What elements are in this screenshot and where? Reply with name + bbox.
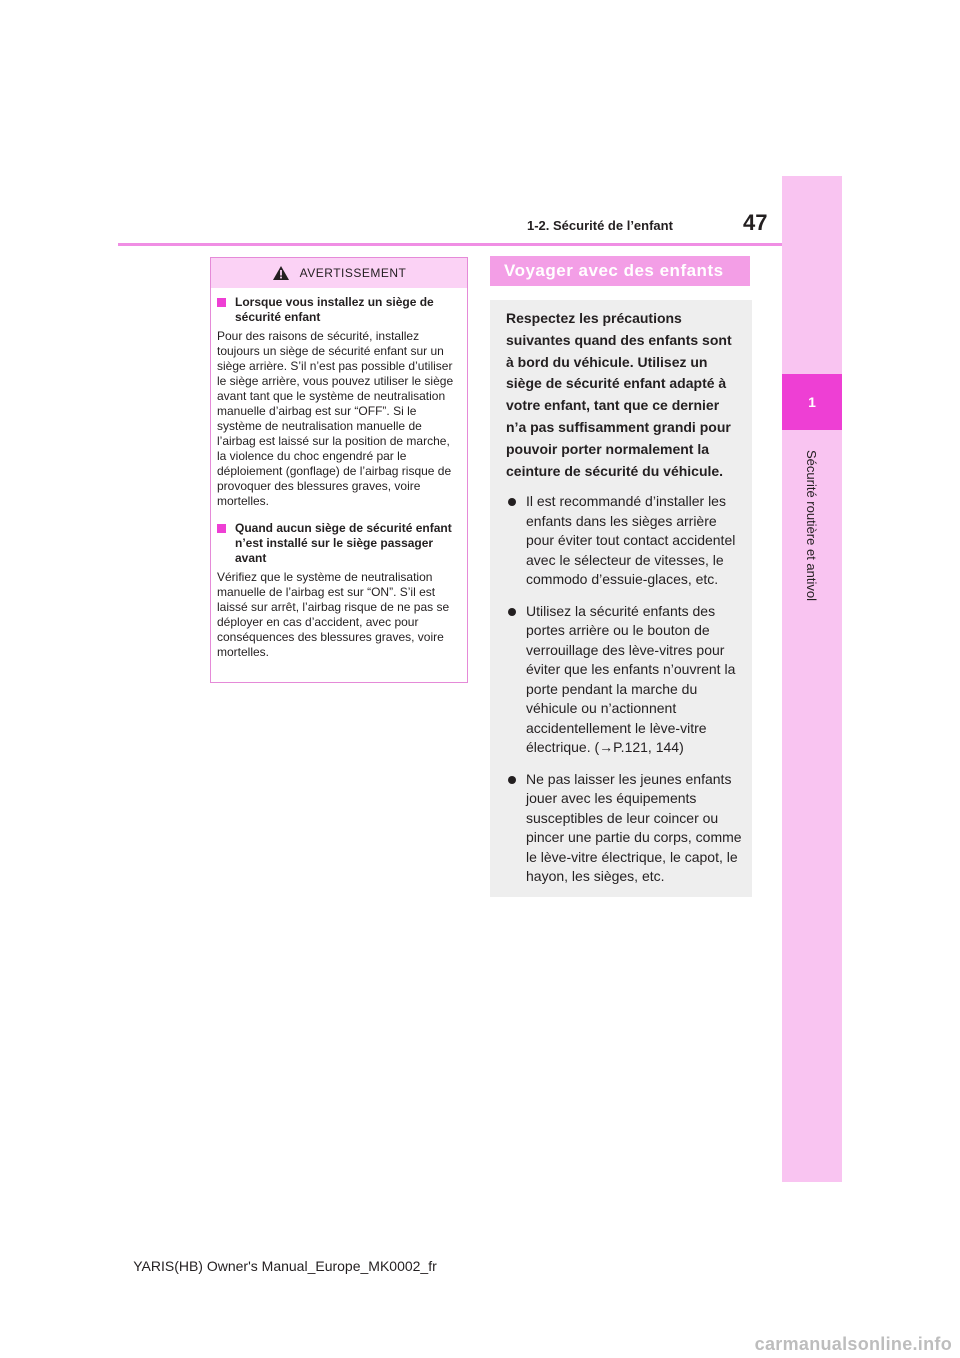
- chapter-number-tab[interactable]: 1: [782, 374, 842, 430]
- bullet-square-icon: [217, 524, 226, 533]
- chapter-title: Sécurité routière et antivol: [804, 449, 820, 601]
- warning-item-heading: Lorsque vous installez un siège de sécurité enfant: [217, 295, 461, 325]
- list-item: Utilisez la sécurité enfants des portes arrière ou le bouton de verrouillage des lève-vitres pour éviter que les enfants n’ouvrent la porte pendant la marche du véhicule ou n’actionnent accidentellement le lève-vitre électrique. (→P.121, 144): [506, 602, 742, 758]
- side-tab: [782, 176, 842, 1182]
- list-item: Ne pas laisser les jeunes enfants jouer avec les équipements susceptibles de leur coincer ou pincer une partie du corps, comme le lève-vitre électrique, le capot, le hayon, les sièges, etc.: [506, 770, 742, 887]
- section-intro: Respectez les précautions suivantes quand des enfants sont à bord du véhicule. Utilisez un siège de sécurité enfant adapté à votre enfant, tant que ce dernier n’a pas suffisamment grandi pour pouvoir porter normalement la ceinture de sécurité du véhicule.: [506, 310, 732, 479]
- bullet-dot-icon: [508, 608, 516, 616]
- warning-item-heading: Quand aucun siège de sécurité enfant n’est installé sur le siège passager avant: [217, 521, 461, 566]
- warning-title: AVERTISSEMENT: [299, 266, 407, 280]
- warning-triangle-icon: [272, 265, 290, 281]
- warning-header: [211, 258, 467, 288]
- header-divider: [118, 243, 782, 246]
- bullet-dot-icon: [508, 498, 516, 506]
- warning-item-text: Pour des raisons de sécurité, installez toujours un siège de sécurité enfant sur un siège arrière. S’il n’est pas possible d’utiliser le siège arrière, vous pouvez utiliser le siège avant tant que le système de neutralisation manuelle d’airbag est sur “OFF”. Si le système de neutralisation manuelle de l’airbag est laissé sur la position de marche, la violence du choc engendré par le déploiement (gonflage) de l’airbag risque de provoquer des blessures graves, voire mortelles.: [217, 329, 454, 508]
- section-title-bar: Voyager avec des enfants: [490, 256, 750, 286]
- warning-item-text: Vérifiez que le système de neutralisation manuelle de l’airbag est sur “ON”. S’il est laissé sur arrêt, l’airbag risque de ne pas se déployer en cas d’accident, avec pour conséquences des blessures graves, voire mortelles.: [217, 570, 450, 659]
- page-number: 47: [743, 210, 768, 235]
- info-box: [490, 300, 752, 897]
- watermark[interactable]: carmanualsonline.info: [754, 1334, 952, 1354]
- footer: [0, 1258, 960, 1274]
- footer-text: YARIS(HB) Owner's Manual_Europe_MK0002_fr: [133, 1258, 437, 1274]
- warning-body: [211, 288, 467, 660]
- list-item: Il est recommandé d’installer les enfants dans les sièges arrière pour éviter tout contact accidentel avec le sélecteur de vitesses, le commodo d’essuie-glaces, etc.: [506, 492, 742, 590]
- warning-box: [210, 257, 468, 683]
- section-heading: 1-2. Sécurité de l’enfant: [527, 218, 673, 233]
- chapter-title-tab: [782, 440, 842, 610]
- bullet-square-icon: [217, 298, 226, 307]
- bullet-dot-icon: [508, 776, 516, 784]
